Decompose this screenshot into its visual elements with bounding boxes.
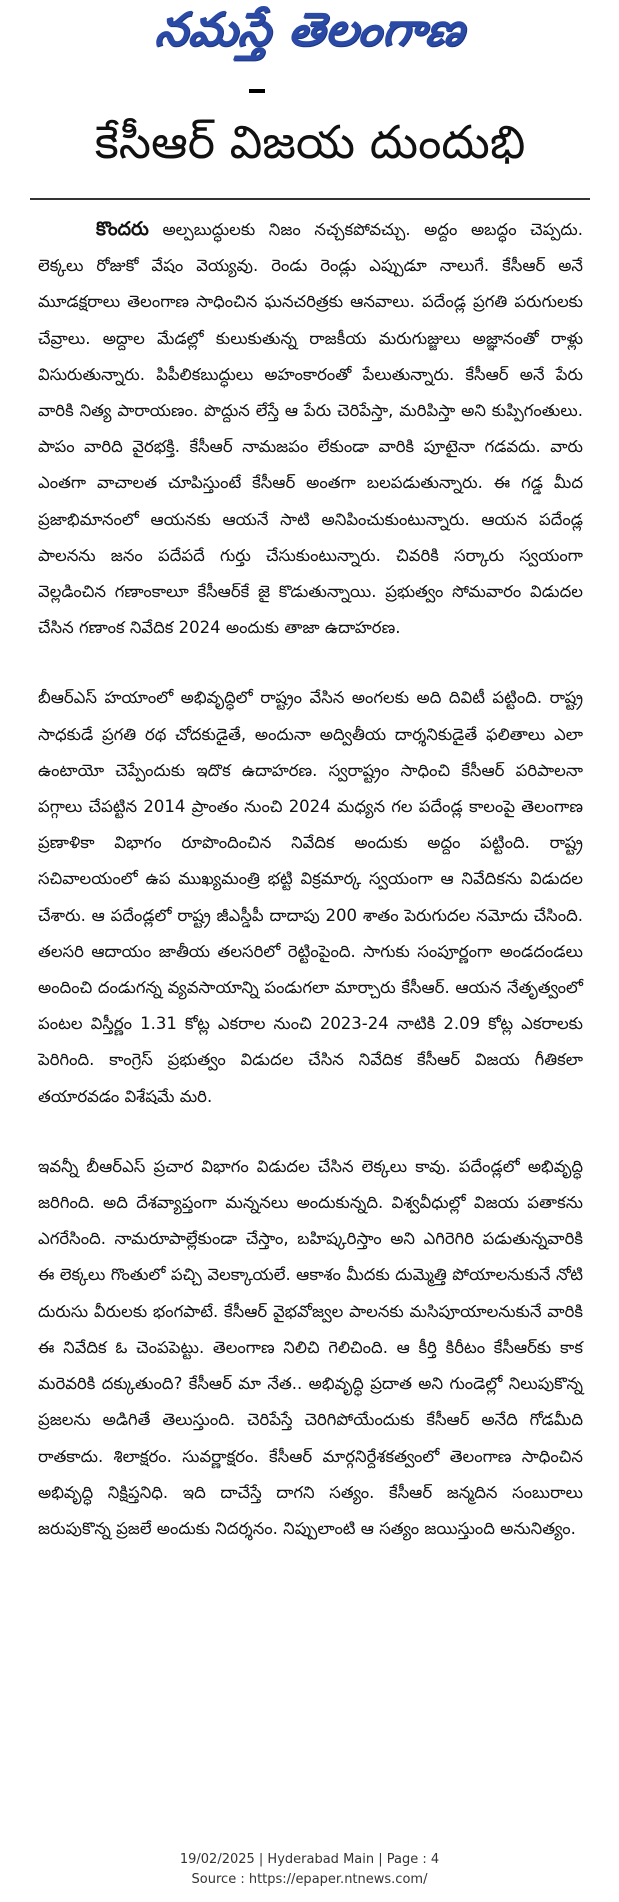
headline-text: కేసీఆర్ విజయ దుందుభి: [94, 115, 526, 169]
article-body: [38, 211, 583, 1547]
column-marker: [249, 89, 265, 93]
lead-word: కొందరు: [96, 218, 149, 240]
article-paragraph-2: బీఆర్‌ఎస్ హయాంలో అభివృద్ధిలో రాష్ట్రం వేసిన అంగలకు అది దివిటీ పట్టింది. రాష్ట్ర సాధకుడే ప్రగతి రథ చోదకుడైతే, అందునా అద్వితీయ దార్శనికుడైతే ఫలితాలు ఎలా ఉంటాయో చెప్పేందుకు ఇదొక ఉదాహరణ. స్వరాష్ట్రం సాధించి కేసీఆర్ పరిపాలనా పగ్గాలు చేపట్టిన 2014 ప్రాంతం నుంచి 2024 మధ్యన గల పదేండ్ల కాలంపై తెలంగాణ ప్రణాళికా విభాగం రూపొందించిన నివేదిక అందుకు అద్దం పట్టింది. రాష్ట్ర సచివాలయంలో ఉప ముఖ్యమంత్రి భట్టి విక్రమార్క స్వయంగా ఆ నివేదికను విడుదల చేశారు. ఆ పదేండ్లలో రాష్ట్ర జీఎస్డీపీ దాదాపు 200 శాతం పెరుగుదల నమోదు చేసింది. తలసరి ఆదాయం జాతీయ తలసరిలో రెట్టింపైంది. సాగుకు సంపూర్ణంగా అండదండలు అందించి దండుగన్న వ్యవసాయాన్ని పండుగలా మార్చారు కేసీఆర్. ఆయన నేతృత్వంలో పంటల విస్తీర్ణం 1.31 కోట్ల ఎకరాల నుంచి 2023-24 నాటికి 2.09 కోట్ల ఎకరాలకు పెరిగింది. కాంగ్రెస్ ప్రభుత్వం విడుదల చేసిన నివేదిక కేసీఆర్ విజయ గీతికలా తయారవడం విశేషమే మరి.: [38, 688, 583, 1106]
footer-source-link[interactable]: Source : https://epaper.ntnews.com/: [191, 1872, 428, 1887]
page-footer: [0, 1850, 619, 1890]
article-headline: [30, 108, 590, 188]
footer-date-edition: 19/02/2025 | Hyderabad Main | Page : 4: [179, 1852, 440, 1867]
masthead-logo-text: నమస్తే తెలంగాణ: [152, 2, 468, 56]
newspaper-masthead: [0, 0, 619, 70]
paragraph-1-text: అల్పబుద్ధులకు నిజం నచ్చకపోవచ్చు. అద్దం అబద్ధం చెప్పదు. లెక్కలు రోజుకో వేషం వెయ్యవు. రెండు రెండ్లు ఎప్పుడూ నాలుగే. కేసీఆర్ అనే మూడక్షరాలు తెలంగాణ సాధించిన ఘనచరిత్రకు ఆనవాలు. పదేండ్ల ప్రగతి పరుగులకు చేవ్రాలు. అద్దాల మేడల్లో కులుకుతున్న రాజకీయ మరుగుజ్జులు అజ్ఞానంతో రాళ్లు విసురుతున్నారు. పిపీలికబుద్ధులు అహంకారంతో పేలుతున్నారు. కేసీఆర్ అనే పేరు వారికి నిత్య పారాయణం. పొద్దున లేస్తే ఆ పేరు చెరిపేస్తా, మరిపిస్తా అని కుప్పిగంతులు. పాపం వారిది వైరభక్తి. కేసీఆర్ నామజపం లేకుండా వారికి పూటైనా గడవదు. వారు ఎంతగా వాచాలత చూపిస్తుంటే కేసీఆర్ అంతగా బలపడుతున్నారు. ఈ గడ్డ మీద ప్రజాభిమానంలో ఆయనకు ఆయనే సాటి అనిపించుకుంటున్నారు. ఆయన పదేండ్ల పాలనను జనం పదేపదే గుర్తు చేసుకుంటున్నారు. చివరికి సర్కారు స్వయంగా వెల్లడించిన గణాంకాలూ కేసీఆర్‌కే జై కొడుతున్నాయి. ప్రభుత్వం సోమవారం విడుదల చేసిన గణాంక నివేదిక 2024 అందుకు తాజా ఉదాహరణ.: [38, 220, 583, 638]
article-paragraph-1: [38, 211, 583, 646]
headline-divider: [30, 198, 590, 200]
article-paragraph-3: ఇవన్నీ బీఆర్‌ఎస్ ప్రచార విభాగం విడుదల చేసిన లెక్కలు కావు. పదేండ్లలో అభివృద్ధి జరిగింది. అది దేశవ్యాప్తంగా మన్ననలు అందుకున్నది. విశ్వవీధుల్లో విజయ పతాకను ఎగరేసింది. నామరూపాల్లేకుండా చేస్తాం, బహిష్కరిస్తాం అని ఎగిరెగిరి పడుతున్నవారికి ఈ లెక్కలు గొంతులో పచ్చి వెలక్కాయలే. ఆకాశం మీదకు దుమ్మెత్తి పోయాలనుకునే నోటి దురుసు వీరులకు భంగపాటే. కేసీఆర్ వైభవోజ్వల పాలనకు మసిపూయాలనుకునే వారికి ఈ నివేదిక ఓ చెంపపెట్టు. తెలంగాణ నిలిచి గెలిచింది. ఆ కీర్తి కిరీటం కేసీఆర్‌కు కాక మరెవరికి దక్కుతుంది? కేసీఆర్ మా నేత.. అభివృద్ధి ప్రదాత అని గుండెల్లో నిలుపుకొన్న ప్రజలను అడిగితే తెలుస్తుంది. చెరిపేస్తే చెరిగిపోయేందుకు కేసీఆర్ అనేది గోడమీది రాతకాదు. శిలాక్షరం. సువర్ణాక్షరం. కేసీఆర్ మార్గనిర్దేశకత్వంలో తెలంగాణ సాధించిన అభివృద్ధి నిక్షిప్తనిధి. ఇది దాచేస్తే దాగని సత్యం. కేసీఆర్ జన్మదిన సంబురాలు జరుపుకొన్న ప్రజలే అందుకు నిదర్శనం. నిప్పులాంటి ఆ సత్యం జయిస్తుంది అనునిత్యం.: [38, 1156, 583, 1538]
